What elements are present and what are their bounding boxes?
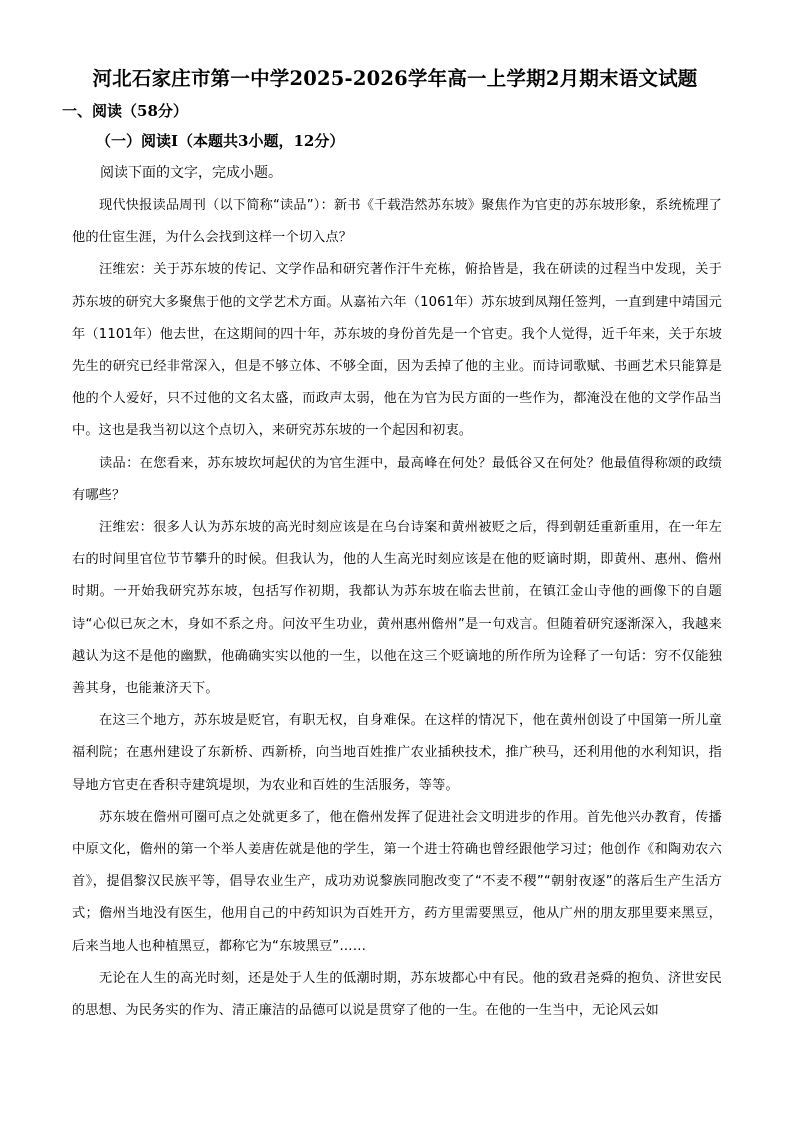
exam-title: 河北石家庄市第一中学2025-2026学年高一上学期2月期末语文试题 bbox=[92, 67, 698, 90]
paragraph-body-3: 无论在人生的高光时刻，还是处于人生的低潮时期，苏东坡都心中有民。他的致君尧舜的抱负、济世安民的思想、为民务实的作为、清正廉洁的品德可以说是贯穿了他的一生。在他的一生当中，无论风云如 bbox=[72, 970, 722, 1019]
subsection-heading: （一）阅读Ⅰ（本题共3小题，12分） bbox=[96, 132, 345, 150]
paragraph-answer-1: 汪维宏：关于苏东坡的传记、文学作品和研究著作汗牛充栋，俯拾皆是，我在研读的过程当中发现，关于苏东坡的研究大多聚焦于他的文学艺术方面。从嘉祐六年（1061年）苏东坡到凤翔任签判，一直到建中靖国元年（1101年）他去世，在这期间的四十年，苏东坡的身份首先是一个官吏。我个人觉得，近千年来，关于东坡先生的研究已经非常深入，但是不够立体、不够全面，因为丢掉了他的主业。而诗词歌赋、书画艺术只能算是他的个人爱好，只不过他的文名太盛，而政声太弱，他在为官为民方面的一些作为，都淹没在他的文学作品当中。这也是我当初以这个点切入，来研究苏东坡的一个起因和初衷。 bbox=[72, 262, 722, 439]
paragraph-body-2: 苏东坡在儋州可圈可点之处就更多了，他在儋州发挥了促进社会文明进步的作用。首先他兴办教育，传播中原文化，儋州的第一个举人姜唐佐就是他的学生，第一个进士符确也曾经跟他学习过；他创作《和陶劝农六首》，提倡黎汉民族平等，倡导农业生产，成功劝说黎族同胞改变了“不麦不稷”“朝射夜逐”的落后生产生活方式；儋州当地没有医生，他用自己的中药知识为百姓开方，药方里需要黑豆，他从广州的朋友那里要来黑豆，后来当地人也种植黑豆，都称它为“东坡黑豆”…… bbox=[72, 809, 722, 954]
reading-instruction: 阅读下面的文字，完成小题。 bbox=[100, 165, 282, 181]
paragraph-body-1: 在这三个地方，苏东坡是贬官，有职无权，自身难保。在这样的情况下，他在黄州创设了中国第一所儿童福利院；在惠州建设了东新桥、西新桥，向当地百姓推广农业插秧技术，推广秧马，还利用他的水利知识，指导地方官吏在香积寺建筑堤坝，为农业和百姓的生活服务，等等。 bbox=[72, 713, 722, 793]
section-heading: 一、阅读（58分） bbox=[62, 102, 188, 120]
paragraph-question-1: 现代快报读品周刊（以下简称“读品”）：新书《千载浩然苏东坡》聚焦作为官吏的苏东坡形象，系统梳理了他的仕宦生涯，为什么会找到这样一个切入点？ bbox=[72, 198, 722, 246]
paragraph-question-2: 读品：在您看来，苏东坡坎坷起伏的为官生涯中，最高峰在何处？最低谷又在何处？他最值得称颂的政绩有哪些？ bbox=[72, 455, 722, 503]
paragraph-answer-2: 汪维宏：很多人认为苏东坡的高光时刻应该是在乌台诗案和黄州被贬之后，得到朝廷重新重用，在一年左右的时间里官位节节攀升的时候。但我认为，他的人生高光时刻应该是在他的贬谪时期，即黄州、惠州、儋州时期。一开始我研究苏东坡，包括写作初期，我都认为苏东坡在临去世前，在镇江金山寺他的画像下的自题诗“心似已灰之木，身如不系之舟。问汝平生功业，黄州惠州儋州”是一句戏言。但随着研究逐渐深入，我越来越认为这不是他的幽默，他确确实实以他的一生，以他在这三个贬谪地的所作所为诠释了一句话：穷不仅能独善其身，也能兼济天下。 bbox=[72, 520, 722, 697]
